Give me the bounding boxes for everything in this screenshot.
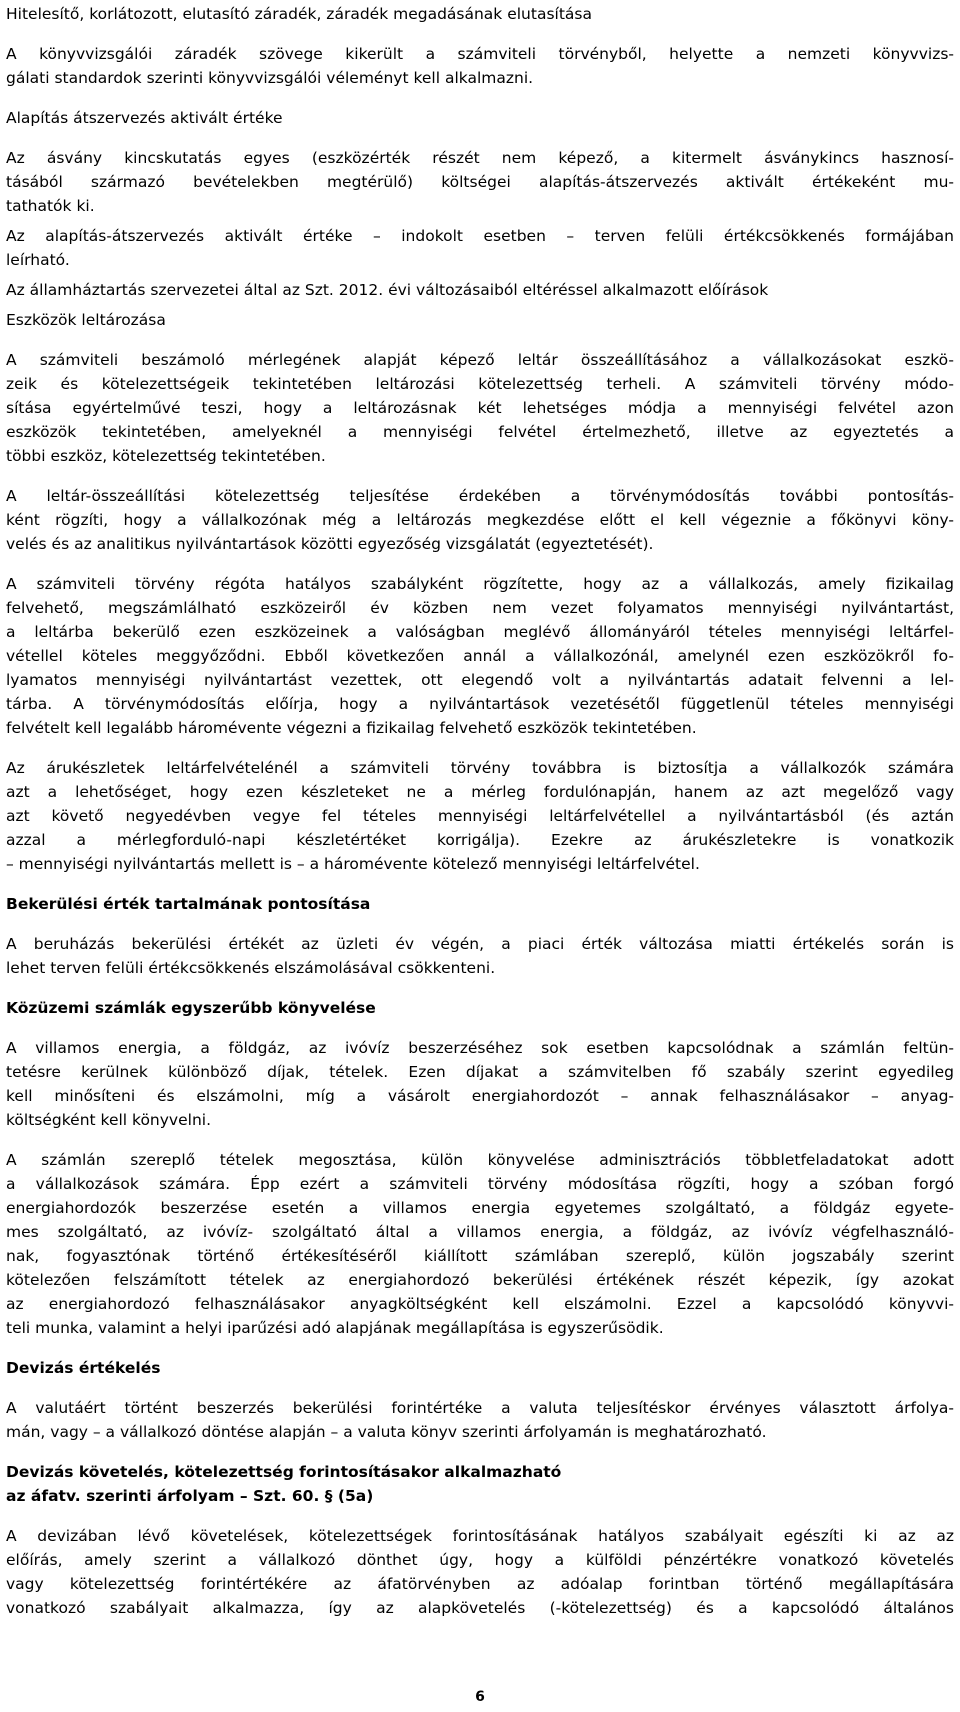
- text-line: Alapítás átszervezés aktivált értéke: [6, 109, 283, 127]
- page-number: 6: [475, 1689, 485, 1705]
- paragraph-konyvvizsgaloi-zaradek: [6, 42, 954, 90]
- text-line: vétellel köteles meggyőződni. Ebből következően annál a vállalkozónál, amelynél ezen eszközökről fo-: [6, 647, 954, 665]
- paragraph-leltar-osszeallitas: [6, 484, 954, 556]
- text-line: A valutáért történt beszerzés bekerülési forintértéke a valuta teljesítéskor érvényes választott árfolya-: [6, 1399, 954, 1417]
- text-line: Devizás követelés, kötelezettség forintosításakor alkalmazható: [6, 1463, 562, 1481]
- heading-alapitas-atszervezes: [6, 106, 954, 130]
- text-line: A villamos energia, a földgáz, az ivóvíz beszerzéséhez sok esetben kapcsolódnak a számlán feltün-: [6, 1039, 954, 1057]
- text-line: – mennyiségi nyilvántartás mellett is – a háromévente kötelező mennyiségi leltárfelvétel.: [6, 855, 700, 873]
- text-line: A leltár-összeállítási kötelezettség teljesítése érdekében a törvénymódosítás további pontosítás-: [6, 487, 954, 505]
- text-line: velés és az analitikus nyilvántartások közötti egyezőség vizsgálatát (egyeztetését).: [6, 535, 654, 553]
- text-line: leírható.: [6, 251, 70, 269]
- text-line: A számlán szereplő tételek megosztása, külön könyvelése adminisztrációs többletfeladatokat adott: [6, 1151, 954, 1169]
- text-line: az energiahordozó felhasználásakor anyagköltségként kell elszámolni. Ezzel a kapcsolódó könyvvi-: [6, 1295, 954, 1313]
- text-line: energiahordozók beszerzése esetén a villamos energia egyetemes szolgáltató, a földgáz egyete-: [6, 1199, 954, 1217]
- text-line: A számviteli törvény régóta hatályos szabályként rögzítette, hogy az a vállalkozás, amely fizikailag: [6, 575, 954, 593]
- text-line: vagy kötelezettség forintértékére az áfatörvényben az adóalap forintban történő megállapítására: [6, 1575, 954, 1593]
- text-line: azt követő negyedévben vegye fel tételes mennyiségi leltárfelvétellel a nyilvántartásból (és aztán: [6, 807, 954, 825]
- text-line: tásából származó bevételekben megtérülő) költségei alapítás-átszervezés aktivált értékeként mu-: [6, 173, 954, 191]
- text-line: Devizás értékelés: [6, 1359, 161, 1377]
- text-line: sítása egyértelművé teszi, hogy a leltározásnak két lehetséges módja a mennyiségi felvétel azon: [6, 399, 954, 417]
- text-line: eszközök tekintetében, amelyeknél a mennyiségi felvétel értelmezhető, illetve az egyeztetés a: [6, 423, 954, 441]
- text-line: előírás, amely szerint a vállalkozó dönthet úgy, hogy a külföldi pénzértékre vonatkozó követelés: [6, 1551, 954, 1569]
- paragraph-mennyisegi-nyilvantartas: [6, 572, 954, 740]
- text-line: A beruházás bekerülési értékét az üzleti év végén, a piaci érték változása miatti értékelés során is: [6, 935, 954, 953]
- text-line: az áfatv. szerinti árfolyam – Szt. 60. § (5a): [6, 1487, 374, 1505]
- paragraph-arukeszletek: [6, 756, 954, 876]
- paragraph-asvanykincskutatas: [6, 146, 954, 218]
- heading-devizas-koveteles: [6, 1460, 954, 1508]
- text-line: mán, vagy – a vállalkozó döntése alapján – a valuta könyv szerinti árfolyamán is meghatározható.: [6, 1423, 767, 1441]
- text-line: kell minősíteni és elszámolni, míg a vásárolt energiahordozót – annak felhasználásakor – anyag-: [6, 1087, 954, 1105]
- text-line: felvételt kell legalább háromévente végezni a fizikailag felvehető eszközök tekintetében.: [6, 719, 697, 737]
- text-line: gálati standardok szerinti könyvvizsgálói véleményt kell alkalmazni.: [6, 69, 534, 87]
- text-line: lehet terven felüli értékcsökkenés elszámolásával csökkenteni.: [6, 959, 496, 977]
- text-line: Az ásvány kincskutatás egyes (eszközérték részét nem képező, a kitermelt ásványkincs hasznosí-: [6, 149, 954, 167]
- text-line: tathatók ki.: [6, 197, 95, 215]
- heading-kozuzemi-szamlak: [6, 996, 954, 1020]
- text-line: a leltárba bekerülő ezen eszközeinek a valóságban meglévő állományáról tételes mennyiségi leltárfel-: [6, 623, 954, 641]
- text-line: felvehető, megszámlálható eszközeiről év közben nem vezet folyamatos mennyiségi nyilvántartást,: [6, 599, 954, 617]
- text-line: zeik és kötelezettségeik tekintetében leltározási kötelezettség terheli. A számviteli törvény módo-: [6, 375, 954, 393]
- text-line: ként rögzíti, hogy a vállalkozónak még a leltározás megkezdése előtt el kell végeznie a főkönyvi köny-: [6, 511, 954, 529]
- paragraph-devizaban-levo-kovetelesek: [6, 1524, 954, 1620]
- text-line: a vállalkozások számára. Épp ezért a számviteli törvény módosítása rögzíti, hogy a szóban forgó: [6, 1175, 954, 1193]
- paragraph-allamhaztartas: [6, 278, 954, 302]
- paragraph-szamlan-szereplo-tetelek: [6, 1148, 954, 1340]
- heading-bekerulesi-ertek: [6, 892, 954, 916]
- text-line: többi eszköz, kötelezettség tekintetében.: [6, 447, 326, 465]
- heading-eszkozok-leltarozasa: [6, 308, 954, 332]
- text-line: A könyvvizsgálói záradék szövege kikerült a számviteli törvényből, helyette a nemzeti könyvvizs-: [6, 45, 954, 63]
- text-line: lyamatos mennyiségi nyilvántartást vezettek, ott elegendő volt a nyilvántartás adatait felvenni a lel-: [6, 671, 954, 689]
- text-line: tárba. A törvénymódosítás előírja, hogy a nyilvántartások vezetésétől függetlenül tételes mennyiségi: [6, 695, 954, 713]
- paragraph-valuta-beszerzes: [6, 1396, 954, 1444]
- paragraph-beruhazas: [6, 932, 954, 980]
- text-line: azzal a mérlegforduló-napi készletértéket korrigálja). Ezekre az árukészletekre is vonatkozik: [6, 831, 954, 849]
- text-line: nak, fogyasztónak történő értékesítéséről kiállított számlában szereplő, külön jogszabály szerint: [6, 1247, 954, 1265]
- text-line: Hitelesítő, korlátozott, elutasító záradék, záradék megadásának elutasítása: [6, 5, 592, 23]
- text-line: kötelezően felszámított tételek az energiahordozó bekerülési értékének részét képezik, így azokat: [6, 1271, 954, 1289]
- text-line: költségként kell könyvelni.: [6, 1111, 212, 1129]
- paragraph-villamos-energia: [6, 1036, 954, 1132]
- heading-devizas-ertekeles: [6, 1356, 954, 1380]
- text-line: tetésre kerülnek különböző díjak, tételek. Ezen díjakat a számvitelben fő szabály szerint egyedileg: [6, 1063, 954, 1081]
- text-line: azt a lehetőséget, hogy ezen készleteket ne a mérleg fordulónapján, hanem az azt megelőző vagy: [6, 783, 954, 801]
- paragraph-leltarozasi-kotelezettseg: [6, 348, 954, 468]
- text-line: teli munka, valamint a helyi iparűzési adó alapjának megállapítása is egyszerűsödik.: [6, 1319, 664, 1337]
- text-line: Közüzemi számlák egyszerűbb könyvelése: [6, 999, 376, 1017]
- text-line: Az államháztartás szervezetei által az Szt. 2012. évi változásaiból eltéréssel alkalmazott előírások: [6, 281, 769, 299]
- paragraph-aktivalt-ertek-leirhato: [6, 224, 954, 272]
- paragraph-hitelesito-zaradek: [6, 2, 954, 26]
- text-line: Bekerülési érték tartalmának pontosítása: [6, 895, 371, 913]
- text-line: Az alapítás-átszervezés aktivált értéke – indokolt esetben – terven felüli értékcsökkenés formájában: [6, 227, 954, 245]
- text-line: Az árukészletek leltárfelvételénél a számviteli törvény továbbra is biztosítja a vállalkozók számára: [6, 759, 954, 777]
- text-line: mes szolgáltató, az ivóvíz- szolgáltató által a villamos energia, a földgáz, az ivóvíz végfelhasználó-: [6, 1223, 954, 1241]
- text-line: A számviteli beszámoló mérlegének alapját képező leltár összeállításához a vállalkozásokat eszkö-: [6, 351, 954, 369]
- text-line: Eszközök leltározása: [6, 311, 166, 329]
- text-line: A devizában lévő követelések, kötelezettségek forintosításának hatályos szabályait egészíti ki az az: [6, 1527, 954, 1545]
- document-body: [6, 2, 954, 1620]
- text-line: vonatkozó szabályait alkalmazza, így az alapkövetelés (-kötelezettség) és a kapcsolódó általános: [6, 1599, 954, 1617]
